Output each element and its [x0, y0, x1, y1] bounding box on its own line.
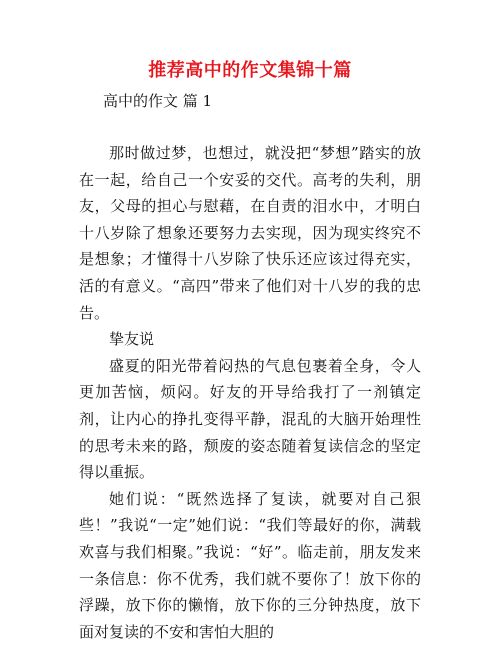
document-title: 推荐高中的作文集锦十篇 [148, 60, 352, 81]
document-body [79, 140, 421, 645]
paragraph: 挚友说 [109, 330, 155, 349]
document-subtitle: 高中的作文 篇 1 [103, 92, 213, 110]
paragraph: 那时做过梦，也想过，就没把“梦想”踏实的放在一起，给自己一个安妥的交代。高考的失利，朋友，父母的担心与慰藉，在自责的泪水中，才明白十八岁除了想象还要努力去实现，因为现实终究不是想象；才懂得十八岁除了快乐还应该过得充实，活的有意义。“高四”带来了他们对十八岁的我的忠告。 [79, 144, 421, 322]
paragraph: 盛夏的阳光带着闷热的气息包裹着全身，令人更加苦恼，烦闷。好友的开导给我打了一剂镇定剂，让内心的挣扎变得平静，混乱的大脑开始理性的思考未来的路，颓废的姿态随着复读信念的坚定得以重振。 [79, 356, 421, 482]
paragraph: 她们说：“既然选择了复读，就要对自己狠些！”我说“一定”她们说：“我们等最好的你，满载欢喜与我们相聚。”我说：“好”。临走前，朋友发来一条信息：你不优秀，我们就不要你了！放下你的浮躁，放下你的懒惰，放下你的三分钟热度，放下面对复读的不安和害怕大胆的 [79, 489, 421, 641]
